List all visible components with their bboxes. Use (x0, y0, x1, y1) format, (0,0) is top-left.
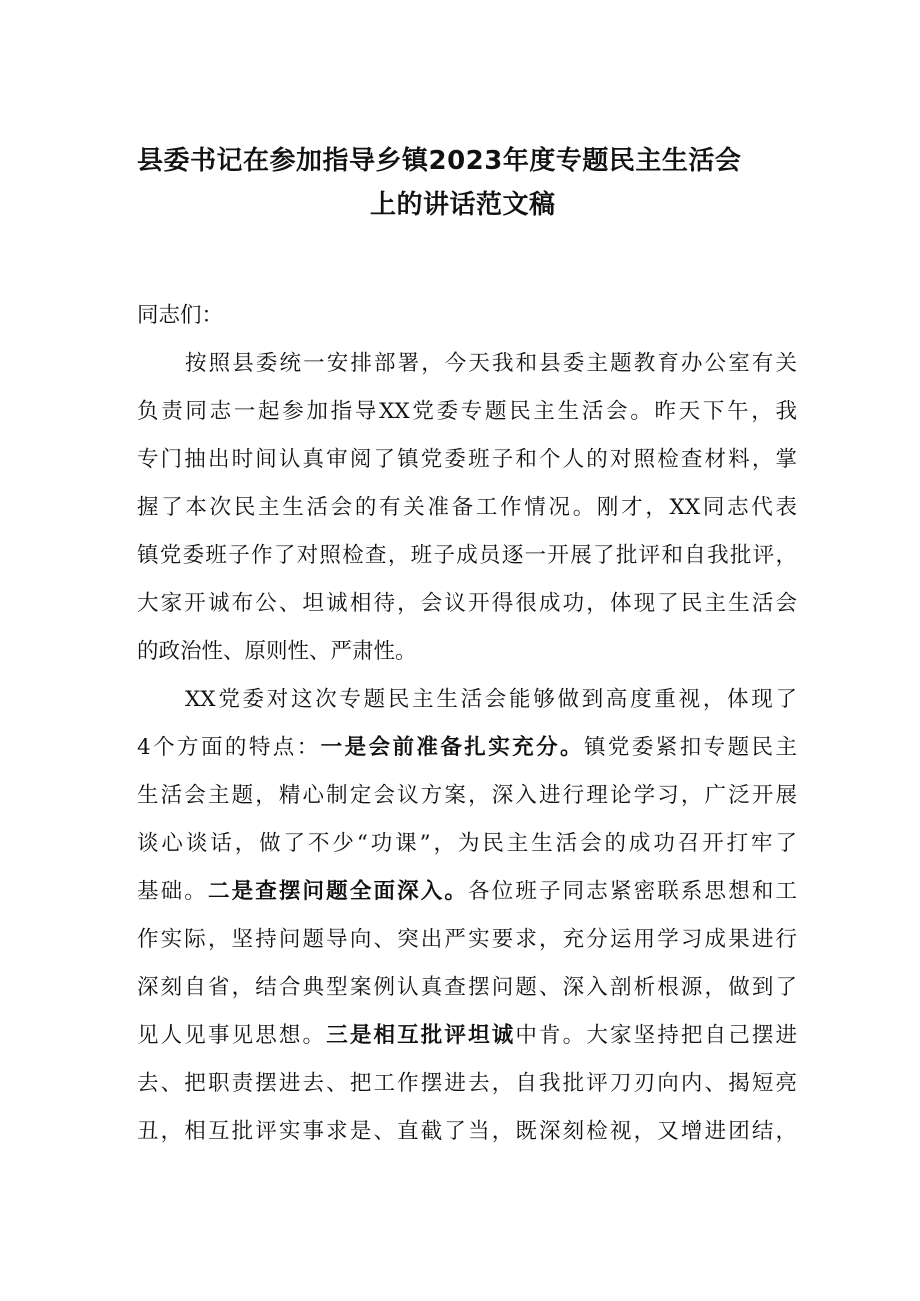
paragraph-2-line-8 (137, 1025, 797, 1047)
paragraph-2-line-6: 作实际，坚持问题导向、突出严实要求，充分运用学习成果进行 (137, 927, 797, 952)
paragraph-1-line-7: 的政治性、原则性、严肃性。 (137, 639, 417, 664)
paragraph-1-line-5: 镇党委班子作了对照检查，班子成员逐一开展了批评和自我批评， (137, 543, 797, 568)
salutation: 同志们： (137, 303, 224, 328)
paragraph-1-line-6: 大家开诚布公、坦诚相待，会议开得很成功，体现了民主生活会 (137, 591, 797, 616)
document-title-line-1: 县委书记在参加指导乡镇2023年度专题民主生活会 (137, 146, 742, 176)
paragraph-1-line-3: 专门抽出时间认真审阅了镇党委班子和个人的对照检查材料，掌 (137, 447, 797, 472)
text-run: 见人见事见思想。 (137, 1023, 327, 1048)
paragraph-1-line-4: 握了本次民主生活会的有关准备工作情况。刚才，XX同志代表 (137, 495, 797, 520)
text-run: 4个方面的特点： (137, 735, 321, 760)
text-run: 基础。 (137, 879, 208, 904)
text-run: 各位班子同志紧密联系思想和工 (468, 879, 797, 904)
paragraph-2-line-4: 谈心谈话，做了不少“功课”，为民主生活会的成功召开打牢了 (137, 831, 797, 856)
paragraph-2-line-2 (137, 737, 797, 759)
text-run: 镇党委紧扣专题民主 (583, 735, 797, 760)
bold-point-3: 三是相互批评坦诚 (326, 1023, 516, 1048)
paragraph-2-line-9: 去、把职责摆进去、把工作摆进去，自我批评刀刃向内、揭短亮 (137, 1071, 797, 1096)
paragraph-2-line-5 (137, 881, 797, 903)
bold-point-2: 二是查摆问题全面深入。 (207, 879, 469, 904)
text-run: 中肯。大家坚持把自己摆进 (515, 1023, 797, 1048)
paragraph-2-line-7: 深刻自省，结合典型案例认真查摆问题、深入剖析根源，做到了 (137, 975, 797, 1000)
paragraph-2-line-3: 生活会主题，精心制定会议方案，深入进行理论学习，广泛开展 (137, 783, 797, 808)
paragraph-2-line-1: XX党委对这次专题民主生活会能够做到高度重视，体现了 (185, 687, 797, 712)
paragraph-2-line-10: 丑，相互批评实事求是、直截了当，既深刻检视，又增进团结， (137, 1119, 797, 1144)
paragraph-1-line-1: 按照县委统一安排部署，今天我和县委主题教育办公室有关 (185, 351, 797, 376)
bold-point-1: 一是会前准备扎实充分。 (320, 735, 584, 760)
document-title-line-2: 上的讲话范文稿 (370, 190, 556, 220)
paragraph-1-line-2: 负责同志一起参加指导XX党委专题民主生活会。昨天下午，我 (137, 399, 797, 424)
